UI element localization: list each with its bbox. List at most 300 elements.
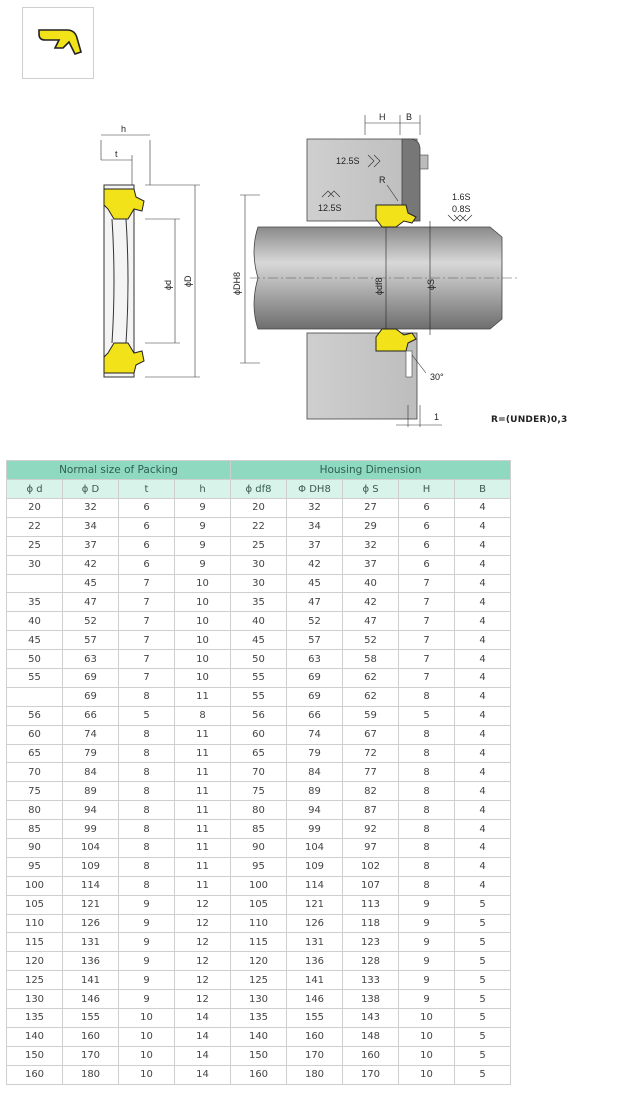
table-row xyxy=(7,914,511,933)
table-cell: 60 xyxy=(7,725,63,744)
table-cell: 30 xyxy=(7,555,63,574)
column-header: Φ DH8 xyxy=(287,480,343,499)
table-cell: 90 xyxy=(231,839,287,858)
table-cell: 146 xyxy=(63,990,119,1009)
table-cell: 180 xyxy=(287,1065,343,1084)
radius-label: R xyxy=(379,175,386,185)
table-cell: 34 xyxy=(287,517,343,536)
table-cell: 4 xyxy=(455,706,511,725)
table-cell: 29 xyxy=(343,517,399,536)
dimension-table xyxy=(6,460,511,1085)
table-cell: 40 xyxy=(231,612,287,631)
table-cell: 47 xyxy=(63,593,119,612)
table-cell: 143 xyxy=(343,1009,399,1028)
table-cell: 69 xyxy=(287,669,343,688)
table-cell: 4 xyxy=(455,725,511,744)
table-cell: 9 xyxy=(119,971,175,990)
table-cell: 11 xyxy=(175,687,231,706)
table-cell: 160 xyxy=(231,1065,287,1084)
table-cell: 14 xyxy=(175,1065,231,1084)
table-cell: 87 xyxy=(343,801,399,820)
table-cell: 45 xyxy=(63,574,119,593)
table-cell: 11 xyxy=(175,820,231,839)
installation-drawing xyxy=(90,105,570,435)
column-header: ϕ d xyxy=(7,480,63,499)
table-cell: 10 xyxy=(119,1046,175,1065)
table-cell: 155 xyxy=(63,1009,119,1028)
table-cell: 25 xyxy=(7,536,63,555)
table-cell: 8 xyxy=(119,857,175,876)
one-mm-label: 1 xyxy=(434,412,440,422)
table-cell: 74 xyxy=(287,725,343,744)
table-cell: 30 xyxy=(231,555,287,574)
table-cell: 75 xyxy=(231,782,287,801)
table-cell: 7 xyxy=(119,574,175,593)
phi-D-label: ϕD xyxy=(183,275,193,287)
table-cell: 27 xyxy=(343,499,399,518)
table-row xyxy=(7,593,511,612)
table-cell: 113 xyxy=(343,895,399,914)
table-cell: 10 xyxy=(119,1027,175,1046)
table-cell: 4 xyxy=(455,517,511,536)
table-cell: 5 xyxy=(455,971,511,990)
table-cell xyxy=(7,687,63,706)
table-cell: 66 xyxy=(63,706,119,725)
table-cell: 65 xyxy=(231,744,287,763)
table-cell: 100 xyxy=(231,876,287,895)
table-cell: 14 xyxy=(175,1027,231,1046)
table-cell: 8 xyxy=(119,782,175,801)
table-cell: 160 xyxy=(287,1027,343,1046)
table-cell: 80 xyxy=(7,801,63,820)
table-cell: 10 xyxy=(119,1065,175,1084)
table-row xyxy=(7,517,511,536)
table-cell: 69 xyxy=(63,669,119,688)
table-cell: 180 xyxy=(63,1065,119,1084)
column-header: ϕ S xyxy=(343,480,399,499)
table-cell: 14 xyxy=(175,1009,231,1028)
table-cell: 133 xyxy=(343,971,399,990)
table-cell: 4 xyxy=(455,669,511,688)
table-cell: 80 xyxy=(231,801,287,820)
table-cell: 125 xyxy=(231,971,287,990)
table-cell: 140 xyxy=(231,1027,287,1046)
table-cell: 4 xyxy=(455,801,511,820)
group-header-housing: Housing Dimension xyxy=(231,461,511,480)
table-cell: 8 xyxy=(119,687,175,706)
table-cell: 126 xyxy=(287,914,343,933)
table-cell: 45 xyxy=(231,631,287,650)
table-cell: 104 xyxy=(287,839,343,858)
table-cell: 5 xyxy=(455,914,511,933)
table-cell: 135 xyxy=(231,1009,287,1028)
table-cell: 7 xyxy=(119,631,175,650)
table-cell: 67 xyxy=(343,725,399,744)
packing-section-view xyxy=(101,124,200,377)
table-cell: 7 xyxy=(399,593,455,612)
surface-finish-label-4: 0.8S xyxy=(452,204,471,214)
table-cell: 11 xyxy=(175,857,231,876)
surface-finish-label-1: 12.5S xyxy=(336,156,360,166)
table-cell: 95 xyxy=(7,857,63,876)
table-cell: 59 xyxy=(343,706,399,725)
table-cell: 63 xyxy=(63,650,119,669)
table-cell: 56 xyxy=(231,706,287,725)
table-cell: 4 xyxy=(455,631,511,650)
table-row xyxy=(7,499,511,518)
table-cell: 5 xyxy=(119,706,175,725)
table-cell: 109 xyxy=(287,857,343,876)
table-row xyxy=(7,763,511,782)
table-row xyxy=(7,990,511,1009)
table-row xyxy=(7,574,511,593)
table-cell: 6 xyxy=(399,536,455,555)
table-cell: 7 xyxy=(119,650,175,669)
table-cell: 125 xyxy=(7,971,63,990)
table-cell: 150 xyxy=(7,1046,63,1065)
table-cell: 10 xyxy=(399,1027,455,1046)
table-cell: 30 xyxy=(231,574,287,593)
seal-profile-icon xyxy=(23,8,95,80)
table-cell: 6 xyxy=(399,555,455,574)
table-cell: 9 xyxy=(119,990,175,1009)
table-cell: 6 xyxy=(119,517,175,536)
table-cell: 32 xyxy=(343,536,399,555)
table-cell: 40 xyxy=(343,574,399,593)
table-cell: 99 xyxy=(63,820,119,839)
table-cell: 5 xyxy=(455,1027,511,1046)
table-cell: 55 xyxy=(231,687,287,706)
table-cell: 12 xyxy=(175,933,231,952)
table-cell: 9 xyxy=(119,933,175,952)
column-header: h xyxy=(175,480,231,499)
table-cell: 5 xyxy=(455,952,511,971)
table-cell: 40 xyxy=(7,612,63,631)
table-cell: 138 xyxy=(343,990,399,1009)
table-cell: 22 xyxy=(231,517,287,536)
table-cell: 4 xyxy=(455,744,511,763)
table-cell: 4 xyxy=(455,763,511,782)
table-cell: 85 xyxy=(231,820,287,839)
table-cell: 130 xyxy=(231,990,287,1009)
table-cell: 102 xyxy=(343,857,399,876)
table-cell: 135 xyxy=(7,1009,63,1028)
table-cell: 4 xyxy=(455,839,511,858)
table-cell: 74 xyxy=(63,725,119,744)
B-label: B xyxy=(406,112,413,122)
table-cell: 8 xyxy=(399,687,455,706)
table-cell: 9 xyxy=(175,555,231,574)
table-cell: 100 xyxy=(7,876,63,895)
table-cell: 4 xyxy=(455,499,511,518)
table-cell: 62 xyxy=(343,687,399,706)
phi-df8-label: ϕdf8 xyxy=(374,277,384,295)
table-row xyxy=(7,1046,511,1065)
table-cell: 146 xyxy=(287,990,343,1009)
radius-note: R=(UNDER)0,3 xyxy=(491,415,568,425)
table-row xyxy=(7,687,511,706)
table-cell: 5 xyxy=(455,1009,511,1028)
table-cell: 12 xyxy=(175,952,231,971)
table-cell: 52 xyxy=(343,631,399,650)
table-cell: 4 xyxy=(455,820,511,839)
table-cell: 75 xyxy=(7,782,63,801)
table-cell: 8 xyxy=(399,876,455,895)
table-cell: 8 xyxy=(399,782,455,801)
table-cell: 57 xyxy=(63,631,119,650)
table-cell: 4 xyxy=(455,876,511,895)
table-cell: 47 xyxy=(343,612,399,631)
table-cell: 110 xyxy=(231,914,287,933)
table-cell: 4 xyxy=(455,857,511,876)
table-cell: 121 xyxy=(63,895,119,914)
table-cell: 70 xyxy=(7,763,63,782)
table-cell: 5 xyxy=(399,706,455,725)
table-cell: 6 xyxy=(399,499,455,518)
table-cell: 56 xyxy=(7,706,63,725)
table-row xyxy=(7,933,511,952)
table-cell: 89 xyxy=(63,782,119,801)
surface-finish-label-3: 1.6S xyxy=(452,192,471,202)
table-cell: 141 xyxy=(63,971,119,990)
table-cell: 37 xyxy=(63,536,119,555)
table-cell: 109 xyxy=(63,857,119,876)
table-cell: 8 xyxy=(399,763,455,782)
table-cell: 84 xyxy=(287,763,343,782)
table-cell: 8 xyxy=(119,801,175,820)
table-cell: 120 xyxy=(231,952,287,971)
table-cell: 9 xyxy=(175,517,231,536)
table-cell: 141 xyxy=(287,971,343,990)
table-row xyxy=(7,895,511,914)
table-cell: 70 xyxy=(231,763,287,782)
column-header: t xyxy=(119,480,175,499)
table-cell: 170 xyxy=(287,1046,343,1065)
table-cell: 89 xyxy=(287,782,343,801)
table-row xyxy=(7,725,511,744)
table-cell: 69 xyxy=(63,687,119,706)
table-cell: 72 xyxy=(343,744,399,763)
table-cell: 94 xyxy=(63,801,119,820)
table-cell: 160 xyxy=(63,1027,119,1046)
table-cell: 105 xyxy=(231,895,287,914)
table-cell: 5 xyxy=(455,933,511,952)
table-row xyxy=(7,1009,511,1028)
table-cell: 77 xyxy=(343,763,399,782)
table-cell: 114 xyxy=(63,876,119,895)
table-cell: 4 xyxy=(455,687,511,706)
table-cell: 7 xyxy=(119,593,175,612)
table-cell: 97 xyxy=(343,839,399,858)
angle-label: 30° xyxy=(430,372,444,382)
table-cell: 8 xyxy=(119,839,175,858)
table-cell: 10 xyxy=(175,593,231,612)
table-cell: 105 xyxy=(7,895,63,914)
table-cell: 136 xyxy=(287,952,343,971)
table-cell: 160 xyxy=(7,1065,63,1084)
table-cell: 10 xyxy=(119,1009,175,1028)
table-row xyxy=(7,820,511,839)
table-cell: 5 xyxy=(455,1065,511,1084)
table-cell: 9 xyxy=(119,952,175,971)
table-row xyxy=(7,706,511,725)
table-cell: 11 xyxy=(175,876,231,895)
table-cell: 148 xyxy=(343,1027,399,1046)
table-cell: 11 xyxy=(175,782,231,801)
table-cell: 9 xyxy=(399,971,455,990)
table-cell: 8 xyxy=(399,744,455,763)
table-cell: 50 xyxy=(231,650,287,669)
table-cell: 110 xyxy=(7,914,63,933)
table-cell: 8 xyxy=(399,725,455,744)
table-cell: 95 xyxy=(231,857,287,876)
table-cell: 5 xyxy=(455,895,511,914)
table-cell: 65 xyxy=(7,744,63,763)
table-row xyxy=(7,857,511,876)
table-row xyxy=(7,952,511,971)
table-cell xyxy=(7,574,63,593)
table-cell: 8 xyxy=(119,876,175,895)
table-cell: 5 xyxy=(455,990,511,1009)
table-cell: 115 xyxy=(231,933,287,952)
table-cell: 84 xyxy=(63,763,119,782)
table-cell: 130 xyxy=(7,990,63,1009)
table-cell: 6 xyxy=(119,555,175,574)
table-cell: 32 xyxy=(63,499,119,518)
table-cell: 42 xyxy=(343,593,399,612)
table-cell: 7 xyxy=(399,669,455,688)
table-cell: 131 xyxy=(287,933,343,952)
table-cell: 63 xyxy=(287,650,343,669)
table-cell: 136 xyxy=(63,952,119,971)
H-label: H xyxy=(379,112,386,122)
table-cell: 42 xyxy=(63,555,119,574)
table-cell: 34 xyxy=(63,517,119,536)
table-cell: 37 xyxy=(343,555,399,574)
table-cell: 66 xyxy=(287,706,343,725)
table-cell: 11 xyxy=(175,839,231,858)
table-cell: 60 xyxy=(231,725,287,744)
table-cell: 123 xyxy=(343,933,399,952)
table-cell: 25 xyxy=(231,536,287,555)
column-header: ϕ df8 xyxy=(231,480,287,499)
table-cell: 9 xyxy=(399,895,455,914)
phi-S-label: ϕS xyxy=(426,278,436,290)
column-header: H xyxy=(399,480,455,499)
table-cell: 160 xyxy=(343,1046,399,1065)
table-row xyxy=(7,744,511,763)
table-cell: 90 xyxy=(7,839,63,858)
table-cell: 5 xyxy=(455,1046,511,1065)
table-cell: 170 xyxy=(343,1065,399,1084)
table-row xyxy=(7,650,511,669)
table-row xyxy=(7,971,511,990)
seal-profile-thumbnail xyxy=(22,7,94,79)
table-cell: 9 xyxy=(119,895,175,914)
table-cell: 4 xyxy=(455,650,511,669)
table-cell: 6 xyxy=(119,536,175,555)
table-row xyxy=(7,631,511,650)
table-cell: 4 xyxy=(455,782,511,801)
table-cell: 7 xyxy=(399,650,455,669)
table-cell: 8 xyxy=(399,820,455,839)
h-label: h xyxy=(121,124,127,134)
table-cell: 45 xyxy=(287,574,343,593)
table-cell: 7 xyxy=(119,612,175,631)
table-cell: 99 xyxy=(287,820,343,839)
table-cell: 8 xyxy=(399,839,455,858)
table-cell: 10 xyxy=(175,650,231,669)
table-cell: 10 xyxy=(175,612,231,631)
table-cell: 92 xyxy=(343,820,399,839)
table-row xyxy=(7,782,511,801)
table-cell: 118 xyxy=(343,914,399,933)
table-cell: 8 xyxy=(399,857,455,876)
table-cell: 8 xyxy=(119,820,175,839)
table-cell: 170 xyxy=(63,1046,119,1065)
table-cell: 140 xyxy=(7,1027,63,1046)
table-cell: 62 xyxy=(343,669,399,688)
phi-DH8-label: ϕDH8 xyxy=(232,271,242,295)
table-cell: 55 xyxy=(7,669,63,688)
table-cell: 8 xyxy=(119,725,175,744)
t-label: t xyxy=(115,149,118,159)
table-row xyxy=(7,839,511,858)
housing-assembly-view xyxy=(232,112,520,427)
table-cell: 11 xyxy=(175,763,231,782)
table-cell: 7 xyxy=(399,574,455,593)
table-cell: 115 xyxy=(7,933,63,952)
table-cell: 9 xyxy=(119,914,175,933)
table-cell: 6 xyxy=(399,517,455,536)
table-cell: 69 xyxy=(287,687,343,706)
table-row xyxy=(7,801,511,820)
column-header: B xyxy=(455,480,511,499)
table-cell: 9 xyxy=(399,952,455,971)
table-cell: 12 xyxy=(175,914,231,933)
table-cell: 10 xyxy=(399,1046,455,1065)
table-row xyxy=(7,876,511,895)
table-cell: 10 xyxy=(399,1009,455,1028)
column-header: ϕ D xyxy=(63,480,119,499)
table-cell: 10 xyxy=(175,669,231,688)
table-cell: 82 xyxy=(343,782,399,801)
table-cell: 35 xyxy=(7,593,63,612)
table-cell: 9 xyxy=(175,499,231,518)
table-cell: 37 xyxy=(287,536,343,555)
table-cell: 11 xyxy=(175,801,231,820)
table-cell: 22 xyxy=(7,517,63,536)
table-cell: 32 xyxy=(287,499,343,518)
table-cell: 94 xyxy=(287,801,343,820)
table-cell: 114 xyxy=(287,876,343,895)
table-cell: 8 xyxy=(175,706,231,725)
table-cell: 120 xyxy=(7,952,63,971)
table-row xyxy=(7,1065,511,1084)
group-header-packing: Normal size of Packing xyxy=(7,461,231,480)
table-cell: 104 xyxy=(63,839,119,858)
table-cell: 12 xyxy=(175,895,231,914)
table-cell: 14 xyxy=(175,1046,231,1065)
table-cell: 4 xyxy=(455,536,511,555)
table-cell: 9 xyxy=(399,990,455,1009)
table-cell: 6 xyxy=(119,499,175,518)
table-cell: 52 xyxy=(63,612,119,631)
table-cell: 9 xyxy=(175,536,231,555)
table-cell: 50 xyxy=(7,650,63,669)
table-row xyxy=(7,1027,511,1046)
table-cell: 11 xyxy=(175,725,231,744)
